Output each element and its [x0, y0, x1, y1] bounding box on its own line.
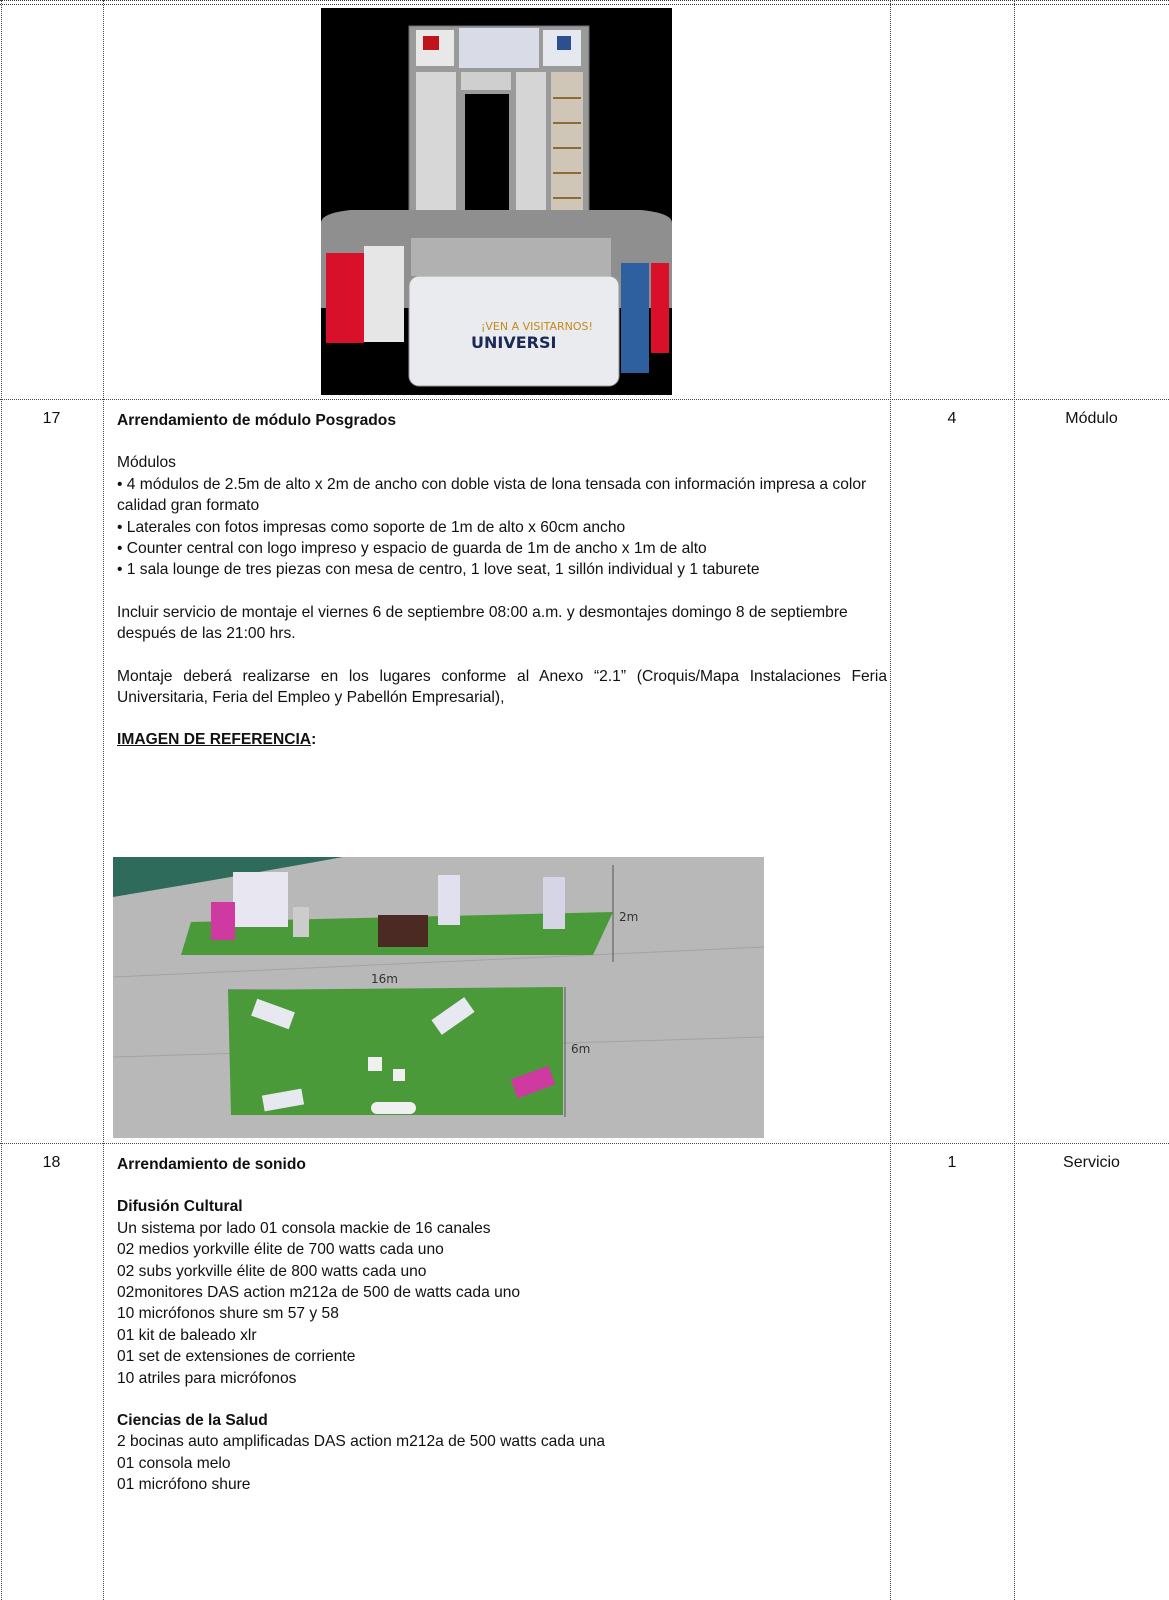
- row-18-number: 18: [42, 1154, 61, 1171]
- list-item: 01 micrófono shure: [117, 1476, 251, 1494]
- list-item: 02 subs yorkville élite de 800 watts cada uno: [117, 1262, 427, 1280]
- list-item: • Counter central con logo impreso y espacio de guarda de 1m de ancho x 1m de alto: [117, 540, 707, 558]
- list-item: 02monitores DAS action m212a de 500 de watts cada uno: [117, 1284, 521, 1302]
- reference-floorplan-image: [113, 857, 764, 1138]
- dimension-width-label: 16m: [371, 972, 398, 986]
- row-17-schedule: Incluir servicio de montaje el viernes 6 de septiembre 08:00 a.m. y desmontajes domingo 8 de septiembre después de las 21:00 hrs.: [117, 603, 848, 643]
- row-17-unit: Módulo: [1065, 410, 1118, 427]
- list-item: Un sistema por lado 01 consola mackie de 16 canales: [117, 1219, 491, 1237]
- row-18-title: Arrendamiento de sonido: [117, 1156, 306, 1173]
- row-18-unit: Servicio: [1063, 1154, 1120, 1171]
- list-item: 01 consola melo: [117, 1454, 231, 1472]
- table-top-border: [0, 0, 1169, 5]
- list-item: 2 bocinas auto amplificadas DAS action m212a de 500 watts cada una: [117, 1433, 606, 1451]
- column-divider-number: [103, 0, 104, 1600]
- list-item: • Laterales con fotos impresas como soporte de 1m de alto x 60cm ancho: [117, 518, 626, 536]
- row-18-description: [117, 1154, 887, 1496]
- list-item: 10 atriles para micrófonos: [117, 1369, 297, 1387]
- list-item: 02 medios yorkville élite de 700 watts cada uno: [117, 1241, 444, 1259]
- booth-slogan-text: ¡VEN A VISITARNOS!: [481, 320, 593, 333]
- row-17-quantity: 4: [947, 410, 957, 427]
- table-border-left: [1, 0, 2, 1600]
- booth-render-image: [321, 8, 672, 395]
- row-17-title: Arrendamiento de módulo Posgrados: [117, 412, 396, 429]
- row-divider-17: [0, 399, 1169, 400]
- section-title-salud: Ciencias de la Salud: [117, 1412, 268, 1430]
- row-divider-18: [0, 1143, 1169, 1144]
- reference-image-colon: :: [311, 731, 317, 749]
- dimension-height-label: 2m: [619, 910, 639, 924]
- row-17-number: 17: [42, 410, 61, 427]
- column-divider-description: [890, 0, 891, 1600]
- reference-image-label: IMAGEN DE REFERENCIA: [117, 731, 312, 749]
- list-item: • 4 módulos de 2.5m de alto x 2m de ancho con doble vista de lona tensada con información impresa a color calidad gran formato: [117, 475, 867, 515]
- list-item: 01 set de extensiones de corriente: [117, 1348, 356, 1366]
- booth-logo-text: UNIVERSI: [471, 333, 557, 352]
- section-title-difusion: Difusión Cultural: [117, 1198, 243, 1216]
- list-item: • 1 sala lounge de tres piezas con mesa de centro, 1 love seat, 1 sillón individual y 1 taburete: [117, 561, 760, 579]
- column-divider-quantity: [1014, 0, 1015, 1600]
- list-item: 01 kit de baleado xlr: [117, 1326, 257, 1344]
- row-17-description: [117, 410, 887, 751]
- row-17-location: Montaje deberá realizarse en los lugares conforme al Anexo “2.1” (Croquis/Mapa Instalaciones Feria Universitaria, Feria del Empleo y Pabellón Empresarial),: [117, 667, 887, 707]
- row-18-quantity: 1: [947, 1154, 957, 1171]
- row-17-subheading: Módulos: [117, 454, 176, 472]
- dimension-depth-label: 6m: [571, 1042, 591, 1056]
- list-item: 10 micrófonos shure sm 57 y 58: [117, 1305, 339, 1323]
